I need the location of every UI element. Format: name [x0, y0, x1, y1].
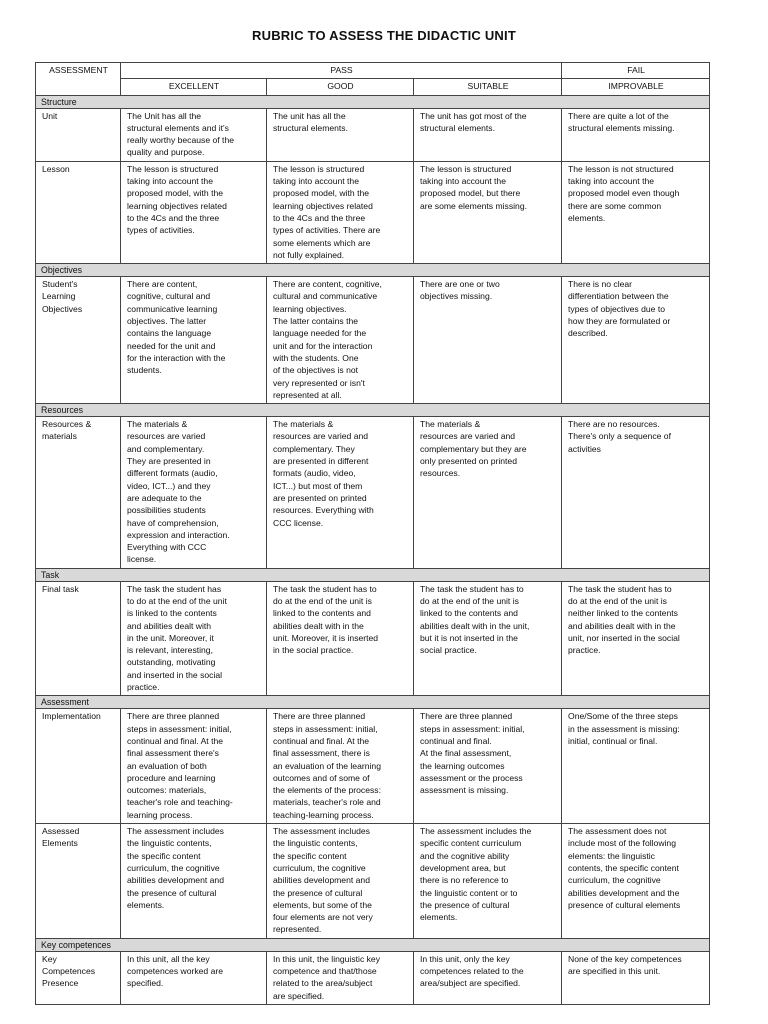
criterion-row: [36, 108, 710, 161]
criterion-label: Lesson: [36, 161, 121, 263]
descriptor-improvable: None of the key competences are specified in this unit.: [562, 951, 710, 1004]
descriptor-good: There are three planned steps in assessment: initial, continual and final. At the final assessment, there is an evaluation of the learning outcomes and of some of the elements of the process: materials, teacher's role and teaching-learning process.: [267, 709, 414, 824]
descriptor-excellent: The Unit has all the structural elements and it's really worthy because of the quality and purpose.: [121, 108, 267, 161]
criterion-label: Resources & materials: [36, 417, 121, 569]
descriptor-suitable: There are one or two objectives missing.: [414, 277, 562, 404]
descriptor-suitable: The unit has got most of the structural elements.: [414, 108, 562, 161]
criterion-row: [36, 161, 710, 263]
descriptor-excellent: The lesson is structured taking into account the proposed model, with the learning objectives related to the 4Cs and the three types of activities.: [121, 161, 267, 263]
descriptor-improvable: The assessment does not include most of the following elements: the linguistic contents, the specific content curriculum, the cognitive abilities development and the presence of cultural elements: [562, 824, 710, 939]
criterion-row: [36, 417, 710, 569]
descriptor-suitable: The task the student has to do at the end of the unit is linked to the contents and abilities dealt with in the unit, but it is not inserted in the social practice.: [414, 581, 562, 696]
section-row: [36, 264, 710, 277]
descriptor-improvable: The task the student has to do at the end of the unit is neither linked to the contents and abilities dealt with in the unit, nor inserted in the social practice.: [562, 581, 710, 696]
descriptor-good: In this unit, the linguistic key competence and that/those related to the area/subject are specified.: [267, 951, 414, 1004]
descriptor-improvable: There are quite a lot of the structural elements missing.: [562, 108, 710, 161]
descriptor-excellent: The materials & resources are varied and complementary. They are presented in different formats (audio, video, ICT...) and they are adequate to the possibilities students have of comprehension, expression and interaction. Everything with CCC license.: [121, 417, 267, 569]
header-row-pass-fail: [36, 63, 710, 79]
page-title: RUBRIC TO ASSESS THE DIDACTIC UNIT: [252, 28, 516, 43]
rubric-table: [35, 62, 710, 1005]
descriptor-suitable: There are three planned steps in assessment: initial, continual and final. At the final assessment, the learning outcomes assessment or the process assessment is missing.: [414, 709, 562, 824]
criterion-row: [36, 709, 710, 824]
descriptor-excellent: There are three planned steps in assessment: initial, continual and final. At the final assessment there's an evaluation of both procedure and learning outcomes: materials, teacher's role and teaching- learning process.: [121, 709, 267, 824]
level-header-suitable: SUITABLE: [414, 79, 562, 95]
descriptor-good: The assessment includes the linguistic contents, the specific content curriculum, the cognitive abilities development and the presence of cultural elements, but some of the four elements are not very represented.: [267, 824, 414, 939]
criterion-label: Unit: [36, 108, 121, 161]
descriptor-improvable: One/Some of the three steps in the assessment is missing: initial, continual or final.: [562, 709, 710, 824]
descriptor-improvable: There is no clear differentiation between the types of objectives due to how they are formulated or described.: [562, 277, 710, 404]
level-header-good: GOOD: [267, 79, 414, 95]
descriptor-good: The materials & resources are varied and complementary. They are presented in different formats (audio, video, ICT...) but most of them are presented on printed resources. Everything with CCC license.: [267, 417, 414, 569]
level-header-excellent: EXCELLENT: [121, 79, 267, 95]
section-row: [36, 696, 710, 709]
descriptor-excellent: The task the student has to do at the end of the unit is linked to the contents and abilities dealt with in the unit. Moreover, it is relevant, interesting, outstanding, motivating and inserted in the social practice.: [121, 581, 267, 696]
section-heading: Objectives: [36, 264, 710, 277]
descriptor-good: The task the student has to do at the end of the unit is linked to the contents and abilities dealt with in the unit. Moreover, it is inserted in the social practice.: [267, 581, 414, 696]
descriptor-suitable: In this unit, only the key competences related to the area/subject are specified.: [414, 951, 562, 1004]
descriptor-improvable: There are no resources. There's only a sequence of activities: [562, 417, 710, 569]
criterion-label: Key Competences Presence: [36, 951, 121, 1004]
descriptor-suitable: The assessment includes the specific content curriculum and the cognitive ability development area, but there is no reference to the linguistic content or to the presence of cultural elements.: [414, 824, 562, 939]
criterion-row: [36, 277, 710, 404]
descriptor-suitable: The lesson is structured taking into account the proposed model, but there are some elements missing.: [414, 161, 562, 263]
section-heading: Task: [36, 568, 710, 581]
fail-header: FAIL: [562, 63, 710, 79]
section-row: [36, 95, 710, 108]
level-header-improvable: IMPROVABLE: [562, 79, 710, 95]
descriptor-improvable: The lesson is not structured taking into account the proposed model even though there are some common elements.: [562, 161, 710, 263]
criterion-row: [36, 581, 710, 696]
descriptor-good: The lesson is structured taking into account the proposed model, with the learning objectives related to the 4Cs and the three types of activities. There are some elements which are not fully explained.: [267, 161, 414, 263]
rubric-body: [36, 63, 710, 1005]
section-heading: Structure: [36, 95, 710, 108]
criterion-label: Assessed Elements: [36, 824, 121, 939]
descriptor-excellent: There are content, cognitive, cultural and communicative learning objectives. The latter contains the language needed for the unit and for the interaction with the students.: [121, 277, 267, 404]
descriptor-suitable: The materials & resources are varied and complementary but they are only presented on printed resources.: [414, 417, 562, 569]
criterion-label: Final task: [36, 581, 121, 696]
descriptor-excellent: In this unit, all the key competences worked are specified.: [121, 951, 267, 1004]
descriptor-good: The unit has all the structural elements.: [267, 108, 414, 161]
criterion-row: [36, 824, 710, 939]
section-heading: Assessment: [36, 696, 710, 709]
section-row: [36, 404, 710, 417]
section-row: [36, 568, 710, 581]
descriptor-good: There are content, cognitive, cultural and communicative learning objectives. The latter contains the language needed for the unit and for the interaction with the students. One of the objectives is not very represented or isn't represented at all.: [267, 277, 414, 404]
descriptor-excellent: The assessment includes the linguistic contents, the specific content curriculum, the cognitive abilities development and the presence of cultural elements.: [121, 824, 267, 939]
header-row-levels: [36, 79, 710, 95]
section-row: [36, 938, 710, 951]
criterion-label: Implementation: [36, 709, 121, 824]
section-heading: Resources: [36, 404, 710, 417]
pass-header: PASS: [121, 63, 562, 79]
assessment-header: ASSESSMENT: [36, 63, 121, 96]
criterion-row: [36, 951, 710, 1004]
section-heading: Key competences: [36, 938, 710, 951]
criterion-label: Student's Learning Objectives: [36, 277, 121, 404]
